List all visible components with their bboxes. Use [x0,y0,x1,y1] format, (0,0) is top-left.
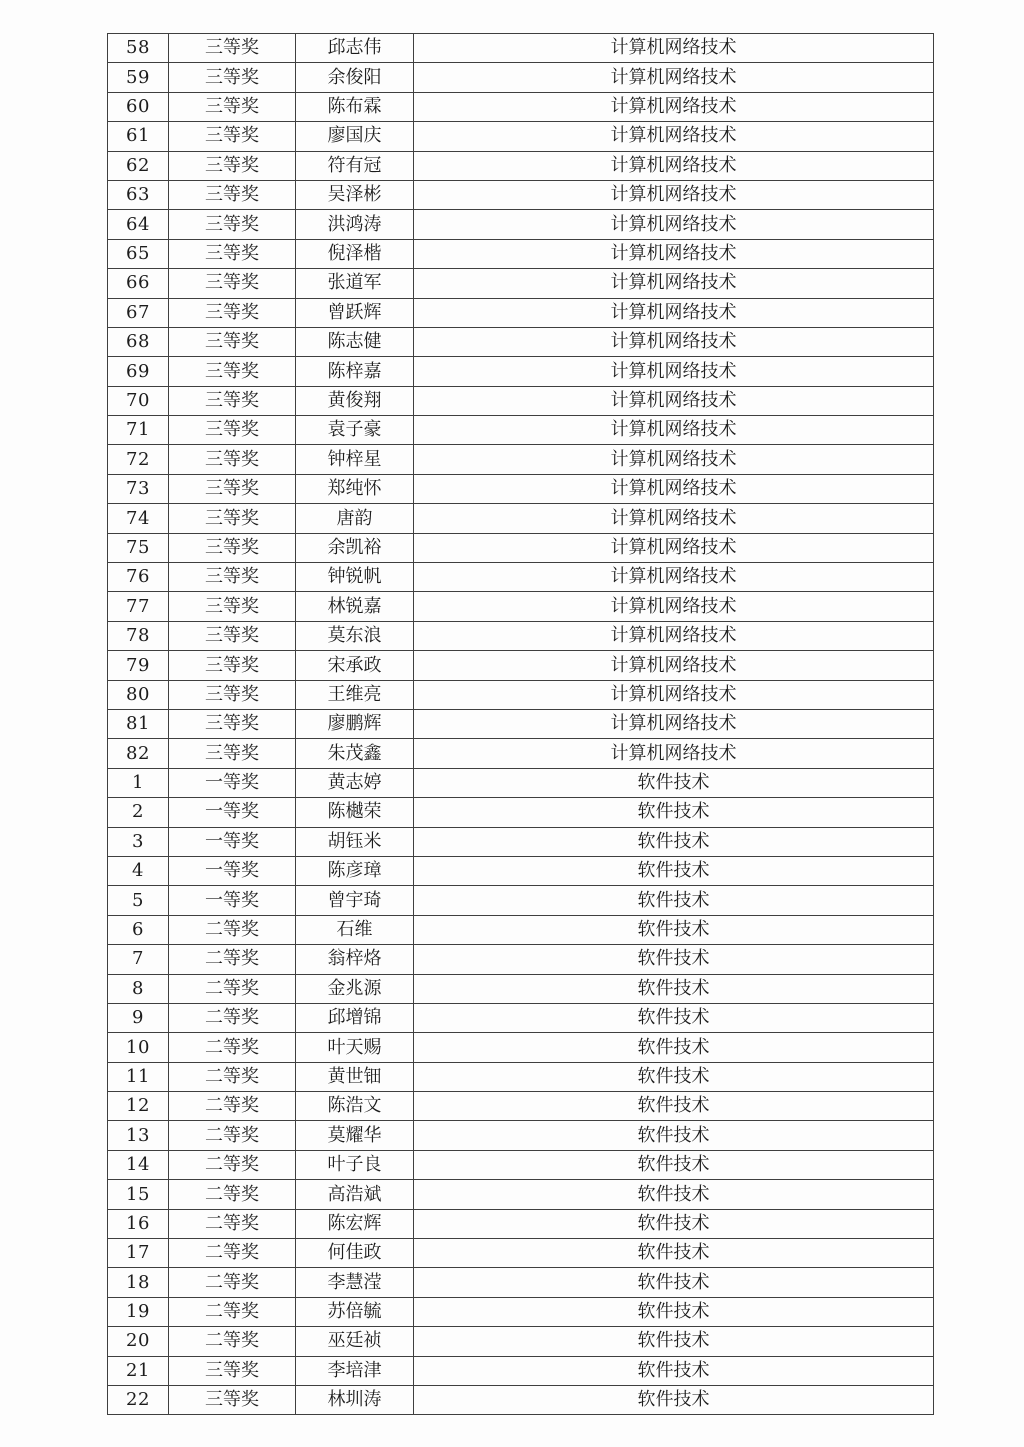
row-number-cell: 10 [108,1033,169,1062]
award-level-cell: 二等奖 [169,1209,296,1238]
major-cell: 计算机网络技术 [414,651,934,680]
award-level-cell: 二等奖 [169,1062,296,1091]
major-cell: 软件技术 [414,798,934,827]
major-cell: 计算机网络技术 [414,239,934,268]
table-row [108,416,934,445]
table-row [108,1268,934,1297]
row-number-cell: 60 [108,92,169,121]
table-row [108,210,934,239]
row-number-cell: 70 [108,386,169,415]
award-level-cell: 三等奖 [169,269,296,298]
student-name-cell: 钟梓星 [296,445,414,474]
student-name-cell: 陈梓嘉 [296,357,414,386]
student-name-cell: 符有冠 [296,151,414,180]
row-number-cell: 76 [108,563,169,592]
student-name-cell: 黄志婷 [296,768,414,797]
award-level-cell: 三等奖 [169,739,296,768]
award-level-cell: 三等奖 [169,1385,296,1414]
row-number-cell: 68 [108,327,169,356]
table-row [108,151,934,180]
student-name-cell: 邱增锦 [296,1003,414,1032]
major-cell: 软件技术 [414,1385,934,1414]
major-cell: 软件技术 [414,1356,934,1385]
award-level-cell: 一等奖 [169,886,296,915]
row-number-cell: 7 [108,945,169,974]
row-number-cell: 77 [108,592,169,621]
award-level-cell: 二等奖 [169,1092,296,1121]
major-cell: 计算机网络技术 [414,592,934,621]
table-row [108,298,934,327]
award-level-cell: 三等奖 [169,180,296,209]
table-row [108,709,934,738]
award-level-cell: 三等奖 [169,621,296,650]
row-number-cell: 73 [108,474,169,503]
row-number-cell: 11 [108,1062,169,1091]
row-number-cell: 16 [108,1209,169,1238]
student-name-cell: 陈宏辉 [296,1209,414,1238]
table-row [108,1003,934,1032]
major-cell: 计算机网络技术 [414,357,934,386]
award-level-cell: 三等奖 [169,327,296,356]
major-cell: 软件技术 [414,1092,934,1121]
award-level-cell: 三等奖 [169,1356,296,1385]
row-number-cell: 63 [108,180,169,209]
table-row [108,886,934,915]
student-name-cell: 张道军 [296,269,414,298]
student-name-cell: 陈浩文 [296,1092,414,1121]
row-number-cell: 75 [108,533,169,562]
student-name-cell: 唐韵 [296,504,414,533]
table-row [108,1092,934,1121]
row-number-cell: 5 [108,886,169,915]
student-name-cell: 苏倍毓 [296,1297,414,1326]
table-row [108,592,934,621]
award-level-cell: 一等奖 [169,768,296,797]
row-number-cell: 6 [108,915,169,944]
table-row [108,34,934,63]
major-cell: 软件技术 [414,768,934,797]
student-name-cell: 余凯裕 [296,533,414,562]
student-name-cell: 曾跃辉 [296,298,414,327]
award-level-cell: 三等奖 [169,298,296,327]
student-name-cell: 黄俊翔 [296,386,414,415]
student-name-cell: 宋承政 [296,651,414,680]
student-name-cell: 王维亮 [296,680,414,709]
student-name-cell: 叶子良 [296,1150,414,1179]
major-cell: 计算机网络技术 [414,474,934,503]
award-level-cell: 三等奖 [169,151,296,180]
award-level-cell: 三等奖 [169,239,296,268]
student-name-cell: 洪鸿涛 [296,210,414,239]
row-number-cell: 71 [108,416,169,445]
student-name-cell: 朱茂鑫 [296,739,414,768]
major-cell: 软件技术 [414,1239,934,1268]
award-level-cell: 二等奖 [169,1327,296,1356]
table-row [108,680,934,709]
table-row [108,915,934,944]
major-cell: 计算机网络技术 [414,180,934,209]
major-cell: 软件技术 [414,1297,934,1326]
major-cell: 计算机网络技术 [414,210,934,239]
major-cell: 软件技术 [414,1268,934,1297]
row-number-cell: 62 [108,151,169,180]
row-number-cell: 78 [108,621,169,650]
award-level-cell: 三等奖 [169,445,296,474]
student-name-cell: 林圳涛 [296,1385,414,1414]
major-cell: 软件技术 [414,886,934,915]
row-number-cell: 80 [108,680,169,709]
student-name-cell: 邱志伟 [296,34,414,63]
table-row [108,827,934,856]
student-name-cell: 黄世钿 [296,1062,414,1091]
major-cell: 计算机网络技术 [414,63,934,92]
table-row [108,1385,934,1414]
award-level-cell: 三等奖 [169,651,296,680]
table-row [108,1033,934,1062]
table-row [108,474,934,503]
student-name-cell: 叶天赐 [296,1033,414,1062]
major-cell: 软件技术 [414,827,934,856]
major-cell: 计算机网络技术 [414,151,934,180]
major-cell: 计算机网络技术 [414,533,934,562]
major-cell: 计算机网络技术 [414,416,934,445]
award-level-cell: 三等奖 [169,92,296,121]
student-name-cell: 袁子豪 [296,416,414,445]
table-row [108,327,934,356]
student-name-cell: 巫廷祯 [296,1327,414,1356]
table-row [108,974,934,1003]
student-name-cell: 曾宇琦 [296,886,414,915]
table-row [108,445,934,474]
row-number-cell: 64 [108,210,169,239]
award-level-cell: 三等奖 [169,357,296,386]
table-row [108,621,934,650]
student-name-cell: 林锐嘉 [296,592,414,621]
student-name-cell: 吴泽彬 [296,180,414,209]
row-number-cell: 65 [108,239,169,268]
major-cell: 计算机网络技术 [414,563,934,592]
award-level-cell: 二等奖 [169,1239,296,1268]
row-number-cell: 61 [108,122,169,151]
student-name-cell: 李慧滢 [296,1268,414,1297]
award-level-cell: 二等奖 [169,1033,296,1062]
major-cell: 软件技术 [414,856,934,885]
student-name-cell: 陈彦璋 [296,856,414,885]
row-number-cell: 14 [108,1150,169,1179]
major-cell: 计算机网络技术 [414,739,934,768]
award-level-cell: 三等奖 [169,210,296,239]
major-cell: 计算机网络技术 [414,92,934,121]
row-number-cell: 4 [108,856,169,885]
award-level-cell: 三等奖 [169,122,296,151]
row-number-cell: 22 [108,1385,169,1414]
row-number-cell: 9 [108,1003,169,1032]
row-number-cell: 69 [108,357,169,386]
student-name-cell: 廖鹏辉 [296,709,414,738]
major-cell: 软件技术 [414,1033,934,1062]
table-row [108,739,934,768]
major-cell: 软件技术 [414,1180,934,1209]
award-level-cell: 三等奖 [169,504,296,533]
award-level-cell: 二等奖 [169,1268,296,1297]
student-name-cell: 莫耀华 [296,1121,414,1150]
table-row [108,504,934,533]
student-name-cell: 李培津 [296,1356,414,1385]
row-number-cell: 59 [108,63,169,92]
row-number-cell: 21 [108,1356,169,1385]
award-level-cell: 一等奖 [169,798,296,827]
award-level-cell: 三等奖 [169,709,296,738]
table-row [108,1062,934,1091]
table-row [108,357,934,386]
row-number-cell: 74 [108,504,169,533]
table-row [108,1180,934,1209]
student-name-cell: 陈樾荣 [296,798,414,827]
table-row [108,239,934,268]
major-cell: 计算机网络技术 [414,445,934,474]
major-cell: 计算机网络技术 [414,298,934,327]
row-number-cell: 18 [108,1268,169,1297]
award-level-cell: 三等奖 [169,63,296,92]
student-name-cell: 倪泽楷 [296,239,414,268]
student-name-cell: 胡钰米 [296,827,414,856]
student-name-cell: 郑纯怀 [296,474,414,503]
row-number-cell: 82 [108,739,169,768]
award-level-cell: 二等奖 [169,1003,296,1032]
row-number-cell: 17 [108,1239,169,1268]
table-row [108,63,934,92]
student-name-cell: 何佳政 [296,1239,414,1268]
row-number-cell: 66 [108,269,169,298]
award-level-cell: 三等奖 [169,533,296,562]
row-number-cell: 15 [108,1180,169,1209]
major-cell: 计算机网络技术 [414,621,934,650]
table-row [108,180,934,209]
student-name-cell: 陈布霖 [296,92,414,121]
table-row [108,798,934,827]
table-row [108,1297,934,1326]
table-row [108,1327,934,1356]
major-cell: 计算机网络技术 [414,709,934,738]
student-name-cell: 莫东浪 [296,621,414,650]
major-cell: 计算机网络技术 [414,680,934,709]
table-row [108,651,934,680]
row-number-cell: 3 [108,827,169,856]
major-cell: 计算机网络技术 [414,122,934,151]
major-cell: 计算机网络技术 [414,327,934,356]
student-name-cell: 金兆源 [296,974,414,1003]
major-cell: 计算机网络技术 [414,269,934,298]
table-row [108,856,934,885]
row-number-cell: 20 [108,1327,169,1356]
table-row [108,269,934,298]
table-row [108,945,934,974]
row-number-cell: 72 [108,445,169,474]
table-row [108,1356,934,1385]
row-number-cell: 13 [108,1121,169,1150]
table-row [108,386,934,415]
award-level-cell: 二等奖 [169,1297,296,1326]
student-name-cell: 高浩斌 [296,1180,414,1209]
award-level-cell: 二等奖 [169,915,296,944]
table-row [108,1209,934,1238]
row-number-cell: 67 [108,298,169,327]
award-level-cell: 一等奖 [169,827,296,856]
major-cell: 软件技术 [414,1003,934,1032]
table-row [108,92,934,121]
major-cell: 软件技术 [414,1150,934,1179]
student-name-cell: 钟锐帆 [296,563,414,592]
major-cell: 计算机网络技术 [414,504,934,533]
award-table-body [108,34,934,1415]
student-name-cell: 余俊阳 [296,63,414,92]
table-row [108,1239,934,1268]
student-name-cell: 翁梓烙 [296,945,414,974]
award-level-cell: 三等奖 [169,592,296,621]
major-cell: 软件技术 [414,1209,934,1238]
award-level-cell: 二等奖 [169,1150,296,1179]
row-number-cell: 79 [108,651,169,680]
award-level-cell: 二等奖 [169,1180,296,1209]
major-cell: 软件技术 [414,915,934,944]
row-number-cell: 8 [108,974,169,1003]
table-row [108,533,934,562]
major-cell: 计算机网络技术 [414,386,934,415]
row-number-cell: 81 [108,709,169,738]
table-row [108,1150,934,1179]
major-cell: 软件技术 [414,1121,934,1150]
row-number-cell: 19 [108,1297,169,1326]
award-level-cell: 三等奖 [169,34,296,63]
row-number-cell: 58 [108,34,169,63]
award-level-cell: 二等奖 [169,945,296,974]
award-level-cell: 一等奖 [169,856,296,885]
major-cell: 计算机网络技术 [414,34,934,63]
row-number-cell: 1 [108,768,169,797]
table-row [108,563,934,592]
award-level-cell: 二等奖 [169,1121,296,1150]
award-level-cell: 三等奖 [169,680,296,709]
row-number-cell: 2 [108,798,169,827]
award-level-cell: 三等奖 [169,386,296,415]
award-level-cell: 三等奖 [169,474,296,503]
major-cell: 软件技术 [414,1062,934,1091]
major-cell: 软件技术 [414,1327,934,1356]
major-cell: 软件技术 [414,945,934,974]
award-level-cell: 三等奖 [169,416,296,445]
table-row [108,1121,934,1150]
student-name-cell: 陈志健 [296,327,414,356]
major-cell: 软件技术 [414,974,934,1003]
row-number-cell: 12 [108,1092,169,1121]
award-level-cell: 三等奖 [169,563,296,592]
table-row [108,122,934,151]
award-results-table [107,33,934,1415]
award-level-cell: 二等奖 [169,974,296,1003]
table-row [108,768,934,797]
student-name-cell: 石维 [296,915,414,944]
student-name-cell: 廖国庆 [296,122,414,151]
